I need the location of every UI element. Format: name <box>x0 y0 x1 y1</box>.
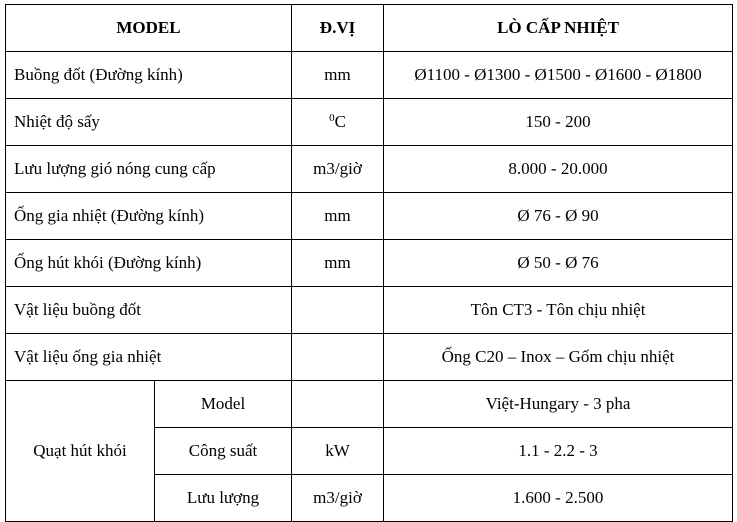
row-label: Ống hút khói (Đường kính) <box>6 240 292 287</box>
table-row <box>6 381 733 428</box>
table-row <box>6 287 733 334</box>
fan-sub-unit: kW <box>292 428 384 475</box>
row-unit: mm <box>292 240 384 287</box>
header-row <box>6 5 733 52</box>
row-value: 8.000 - 20.000 <box>384 146 733 193</box>
row-value: Tôn CT3 - Tôn chịu nhiệt <box>384 287 733 334</box>
table-row <box>6 193 733 240</box>
fan-sub-unit: m3/giờ <box>292 475 384 522</box>
row-value: 150 - 200 <box>384 99 733 146</box>
row-label: Nhiệt độ sấy <box>6 99 292 146</box>
header-model: MODEL <box>6 5 292 52</box>
fan-sub-label: Công suất <box>155 428 292 475</box>
row-unit: mm <box>292 52 384 99</box>
unit-text: C <box>334 112 346 131</box>
row-unit: m3/giờ <box>292 146 384 193</box>
fan-sub-value: 1.600 - 2.500 <box>384 475 733 522</box>
row-label: Vật liệu ống gia nhiệt <box>6 334 292 381</box>
row-label: Vật liệu buồng đốt <box>6 287 292 334</box>
fan-sub-label: Model <box>155 381 292 428</box>
fan-group-label: Quạt hút khói <box>6 381 155 522</box>
row-value: Ø 76 - Ø 90 <box>384 193 733 240</box>
row-unit <box>292 287 384 334</box>
row-value: Ø 50 - Ø 76 <box>384 240 733 287</box>
row-label: Lưu lượng gió nóng cung cấp <box>6 146 292 193</box>
row-unit <box>292 334 384 381</box>
table-row <box>6 334 733 381</box>
row-label: Buồng đốt (Đường kính) <box>6 52 292 99</box>
table-row <box>6 52 733 99</box>
fan-sub-label: Lưu lượng <box>155 475 292 522</box>
unit-superscript: 0 <box>329 112 335 124</box>
fan-sub-unit <box>292 381 384 428</box>
fan-sub-value: 1.1 - 2.2 - 3 <box>384 428 733 475</box>
header-furnace: LÒ CẤP NHIỆT <box>384 5 733 52</box>
spec-table <box>5 4 733 522</box>
row-value: Ø1100 - Ø1300 - Ø1500 - Ø1600 - Ø1800 <box>384 52 733 99</box>
table-row <box>6 99 733 146</box>
header-unit: Đ.VỊ <box>292 5 384 52</box>
table-row <box>6 240 733 287</box>
row-label: Ống gia nhiệt (Đường kính) <box>6 193 292 240</box>
row-unit: mm <box>292 193 384 240</box>
table-row <box>6 146 733 193</box>
fan-sub-value: Việt-Hungary - 3 pha <box>384 381 733 428</box>
row-value: Ống C20 – Inox – Gốm chịu nhiệt <box>384 334 733 381</box>
row-unit <box>292 99 384 146</box>
